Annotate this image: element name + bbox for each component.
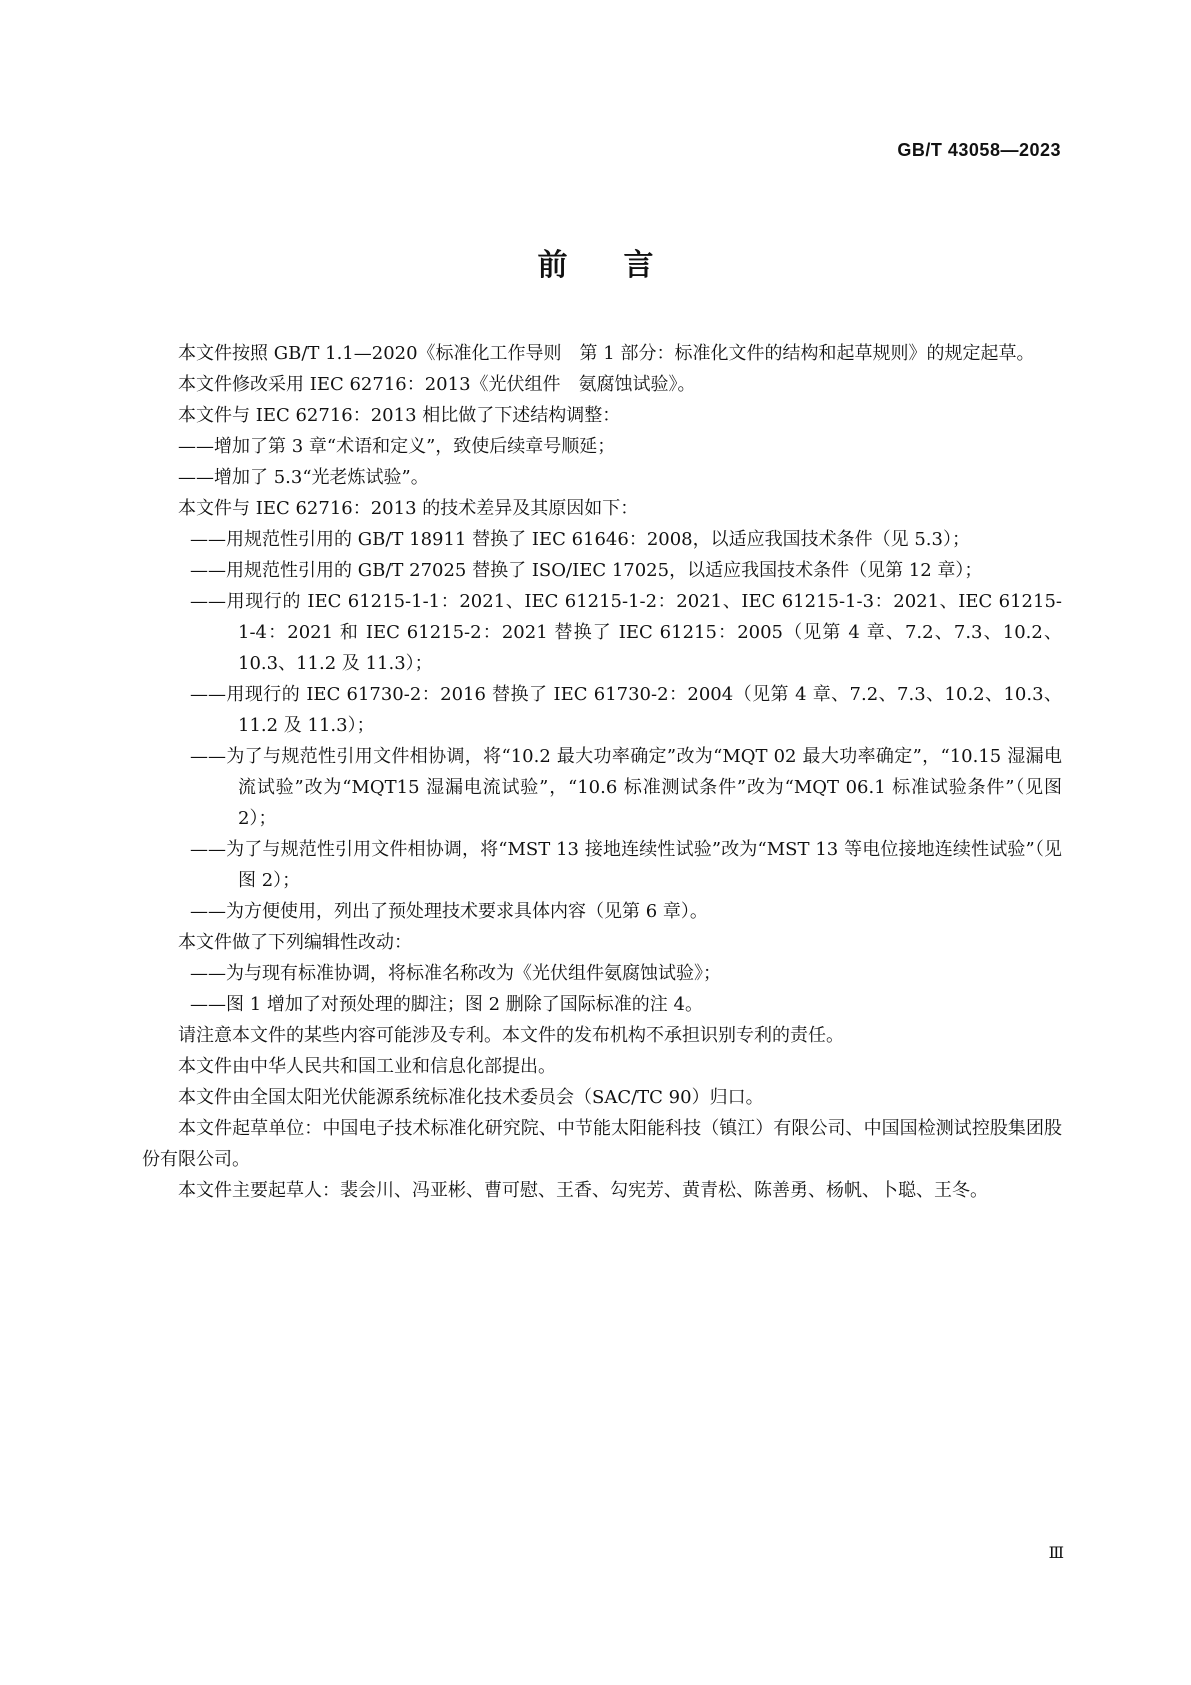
list-item-editorial: ——图 1 增加了对预处理的脚注；图 2 删除了国际标准的注 4。 <box>190 994 703 1015</box>
paragraph-structural-changes: 本文件与 IEC 62716：2013 相比做了下述结构调整： <box>178 405 621 426</box>
preface-body <box>142 338 1062 1206</box>
list-item-technical: ——为了与规范性引用文件相协调，将“10.2 最大功率确定”改为“MQT 02 最大功率确定”，“10.15 湿漏电流试验”改为“MQT15 湿漏电流试验”，“10.6 标准测试条件”改为“MQT 06.1 标准试验条件”（见图 2）； <box>190 746 1062 829</box>
paragraph-drafters: 本文件主要起草人：裴会川、冯亚彬、曹可慰、王香、勾宪芳、黄青松、陈善勇、杨帆、卜聪、王冬。 <box>178 1180 988 1201</box>
paragraph-drafting-rules: 本文件按照 GB/T 1.1—2020《标准化工作导则 第 1 部分：标准化文件的结构和起草规则》的规定起草。 <box>178 343 1035 364</box>
paragraph-proposer: 本文件由中华人民共和国工业和信息化部提出。 <box>178 1056 556 1077</box>
paragraph-technical-committee: 本文件由全国太阳光伏能源系统标准化技术委员会（SAC/TC 90）归口。 <box>178 1087 764 1108</box>
list-item-technical: ——为了与规范性引用文件相协调，将“MST 13 接地连续性试验”改为“MST 13 等电位接地连续性试验”（见图 2）； <box>190 839 1062 891</box>
list-item-structural: ——增加了 5.3“光老炼试验”。 <box>178 467 429 488</box>
paragraph-patent-notice: 请注意本文件的某些内容可能涉及专利。本文件的发布机构不承担识别专利的责任。 <box>178 1025 844 1046</box>
standard-number: GB/T 43058—2023 <box>897 140 1061 160</box>
page-title: 前言 <box>537 248 710 283</box>
paragraph-drafting-organizations: 本文件起草单位：中国电子技术标准化研究院、中节能太阳能科技（镇江）有限公司、中国国检测试控股集团股份有限公司。 <box>142 1118 1062 1170</box>
list-item-technical: ——用规范性引用的 GB/T 18911 替换了 IEC 61646：2008，以适应我国技术条件（见 5.3）； <box>190 529 970 550</box>
paragraph-technical-differences: 本文件与 IEC 62716：2013 的技术差异及其原因如下： <box>178 498 639 519</box>
paragraph-editorial-changes: 本文件做了下列编辑性改动： <box>178 932 412 953</box>
paragraph-adoption: 本文件修改采用 IEC 62716：2013《光伏组件 氨腐蚀试验》。 <box>178 374 696 395</box>
page-number: Ⅲ <box>1048 1543 1064 1562</box>
list-item-editorial: ——为与现有标准协调，将标准名称改为《光伏组件氨腐蚀试验》； <box>190 963 721 984</box>
list-item-technical: ——用现行的 IEC 61730-2：2016 替换了 IEC 61730-2：2004（见第 4 章、7.2、7.3、10.2、10.3、11.2 及 11.3）； <box>190 684 1062 736</box>
list-item-technical: ——用现行的 IEC 61215-1-1：2021、IEC 61215-1-2：2021、IEC 61215-1-3：2021、IEC 61215-1-4：2021 和 IEC 61215-2：2021 替换了 IEC 61215：2005（见第 4 章、7.2、7.3、10.2、10.3、11.2 及 11.3）； <box>190 591 1062 674</box>
list-item-structural: ——增加了第 3 章“术语和定义”，致使后续章号顺延； <box>178 436 616 457</box>
list-item-technical: ——用规范性引用的 GB/T 27025 替换了 ISO/IEC 17025，以适应我国技术条件（见第 12 章）； <box>190 560 983 581</box>
list-item-technical: ——为方便使用，列出了预处理技术要求具体内容（见第 6 章）。 <box>190 901 708 922</box>
